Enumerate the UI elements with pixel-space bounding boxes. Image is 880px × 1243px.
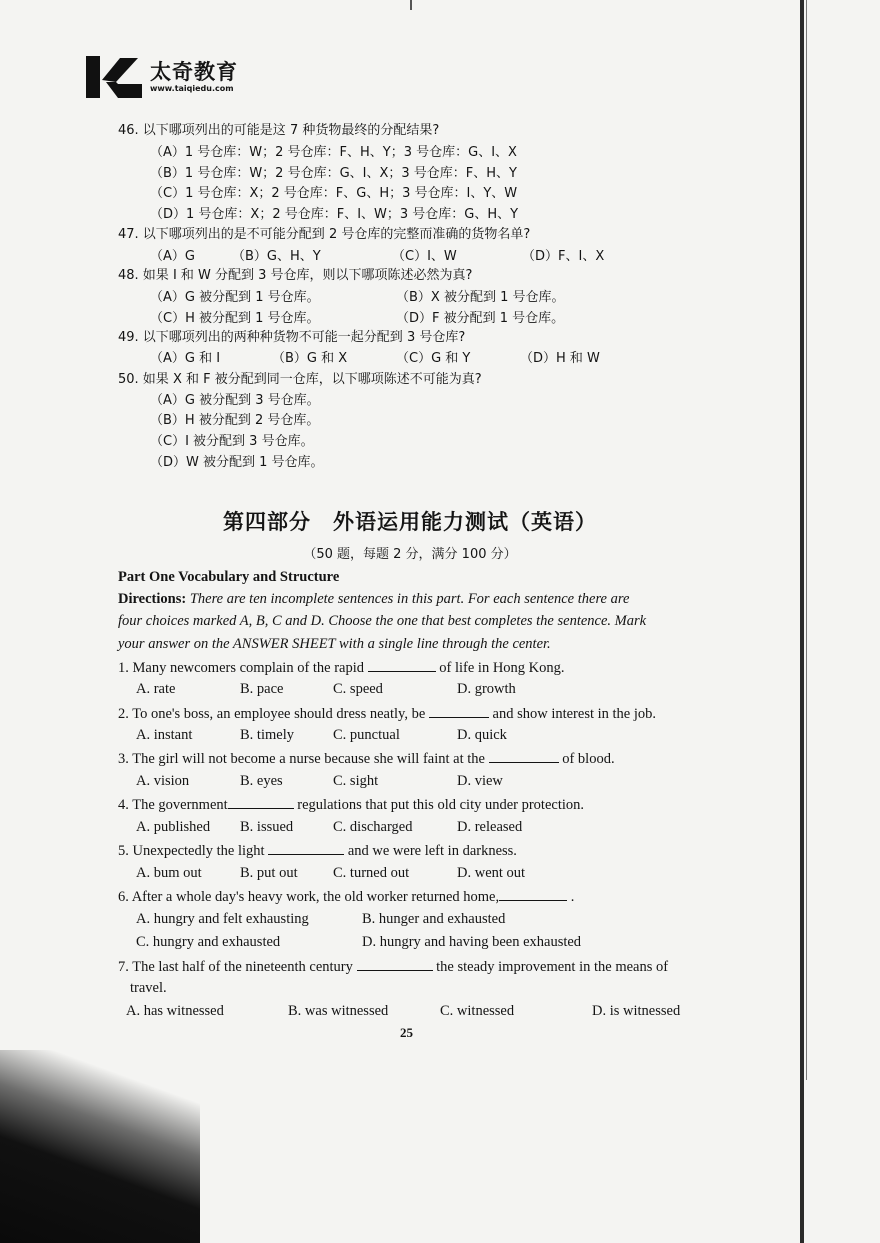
question-49-option-b: （B）G 和 X (272, 351, 348, 366)
en-question-6-option-c: C. hungry and exhausted (136, 934, 281, 950)
en-question-3-option-c: C. sight (333, 773, 379, 789)
en-question-7-pre: 7. The last half of the nineteenth century (118, 959, 353, 975)
en-question-7-post: the steady improvement in the means of (436, 959, 669, 975)
scan-mark (410, 0, 412, 10)
question-47-option-a: （A）G (150, 249, 195, 264)
directions-label: Directions: (118, 591, 187, 607)
en-question-3-stem (118, 750, 615, 767)
logo-url: www.taiqiedu.com (150, 84, 234, 93)
en-question-4-option-c: C. discharged (333, 819, 413, 835)
page-number: 25 (400, 1025, 413, 1040)
answer-blank (489, 750, 559, 763)
en-question-7-option-c: C. witnessed (440, 1003, 515, 1019)
en-question-7-continuation: travel. (130, 980, 167, 996)
en-question-5-post: and we were left in darkness. (347, 843, 517, 859)
question-48-option-a: （A）G 被分配到 1 号仓库。 (150, 290, 320, 305)
en-question-2-post: and show interest in the job. (492, 706, 657, 722)
en-question-7-option-b: B. was witnessed (288, 1003, 389, 1019)
en-question-6-post: . (570, 889, 575, 905)
question-46-option-c: （C）1 号仓库：X；2 号仓库：F、G、H；3 号仓库：I、Y、W (150, 186, 518, 201)
question-46-stem: 46. 以下哪项列出的可能是这 7 种货物最终的分配结果? (118, 123, 440, 138)
answer-blank (499, 888, 567, 901)
en-question-1-pre: 1. Many newcomers complain of the rapid (118, 660, 365, 676)
en-question-1-option-b: B. pace (240, 681, 284, 697)
directions-line-1 (118, 591, 629, 607)
en-question-6-pre: 6. After a whole day's heavy work, the old worker returned home, (118, 889, 500, 905)
question-49-stem: 49. 以下哪项列出的两种种货物不可能一起分配到 3 号仓库? (118, 330, 466, 345)
question-48-stem: 48. 如果 I 和 W 分配到 3 号仓库，则以下哪项陈述必然为真? (118, 268, 473, 283)
answer-blank (357, 958, 433, 971)
en-question-7-stem (118, 958, 668, 975)
question-47-option-c: （C）I、W (392, 249, 457, 264)
en-question-1-option-a: A. rate (136, 681, 176, 697)
question-48-option-d: （D）F 被分配到 1 号仓库。 (396, 311, 565, 326)
directions-text-1: There are ten incomplete sentences in this part. For each sentence there are (189, 591, 630, 607)
en-question-2-pre: 2. To one's boss, an employee should dress neatly, be (118, 706, 426, 722)
question-49-option-a: （A）G 和 I (150, 351, 221, 366)
en-question-5-pre: 5. Unexpectedly the light (118, 843, 265, 859)
part-one-heading: Part One Vocabulary and Structure (118, 569, 340, 585)
directions-line-2: four choices marked A, B, C and D. Choose the one that best completes the sentence. Mark (118, 613, 647, 629)
en-question-4-post: regulations that put this old city under protection. (297, 797, 585, 813)
en-question-4-option-b: B. issued (240, 819, 294, 835)
section-title: 第四部分 外语运用能力测试（英语） (223, 510, 597, 534)
en-question-2-stem (118, 705, 656, 722)
en-question-5-option-c: C. turned out (333, 865, 410, 881)
answer-blank (368, 659, 436, 672)
question-50-stem: 50. 如果 X 和 F 被分配到同一仓库，以下哪项陈述不可能为真? (118, 372, 482, 387)
question-47-option-d: （D）F、I、X (522, 249, 605, 264)
en-question-5-option-d: D. went out (457, 865, 526, 881)
en-question-5-stem (118, 842, 517, 859)
answer-blank (268, 842, 344, 855)
question-49-option-d: （D）H 和 W (520, 351, 600, 366)
en-question-1-option-d: D. growth (457, 681, 516, 697)
en-question-7-option-d: D. is witnessed (592, 1003, 681, 1019)
question-46-option-b: （B）1 号仓库：W；2 号仓库：G、I、X；3 号仓库：F、H、Y (150, 166, 517, 181)
question-48-option-b: （B）X 被分配到 1 号仓库。 (396, 290, 565, 305)
question-49-option-c: （C）G 和 Y (396, 351, 471, 366)
en-question-7-option-a: A. has witnessed (126, 1003, 224, 1019)
en-question-2-option-a: A. instant (136, 727, 193, 743)
en-question-4-pre: 4. The government (118, 797, 228, 813)
question-50-option-a: （A）G 被分配到 3 号仓库。 (150, 393, 320, 408)
en-question-3-pre: 3. The girl will not become a nurse because she will faint at the (118, 751, 485, 767)
en-question-6-option-d: D. hungry and having been exhausted (362, 934, 582, 950)
scan-edge-line (806, 0, 807, 1080)
en-question-6-option-a: A. hungry and felt exhausting (136, 911, 309, 927)
en-question-3-option-d: D. view (457, 773, 503, 789)
question-46-option-d: （D）1 号仓库：X；2 号仓库：F、I、W；3 号仓库：G、H、Y (150, 207, 519, 222)
question-50-option-d: （D）W 被分配到 1 号仓库。 (150, 455, 324, 470)
en-question-4-stem (118, 796, 584, 813)
en-question-5-option-a: A. bum out (136, 865, 202, 881)
question-50-option-b: （B）H 被分配到 2 号仓库。 (150, 413, 320, 428)
question-46-option-a: （A）1 号仓库：W；2 号仓库：F、H、Y；3 号仓库：G、I、X (150, 145, 517, 160)
question-50-option-c: （C）I 被分配到 3 号仓库。 (150, 434, 314, 449)
en-question-3-post: of blood. (562, 751, 615, 767)
scan-edge (800, 0, 804, 1243)
en-question-2-option-d: D. quick (457, 727, 507, 743)
question-47-option-b: （B）G、H、Y (232, 249, 321, 264)
directions-line-3: your answer on the ANSWER SHEET with a single line through the center. (118, 636, 551, 652)
section-subtitle: （50 题，每题 2 分，满分 100 分） (303, 547, 517, 562)
question-48-option-c: （C）H 被分配到 1 号仓库。 (150, 311, 320, 326)
en-question-3-option-a: A. vision (136, 773, 190, 789)
en-question-4-option-a: A. published (136, 819, 211, 835)
en-question-1-option-c: C. speed (333, 681, 383, 697)
en-question-6-option-b: B. hunger and exhausted (362, 911, 506, 927)
en-question-3-option-b: B. eyes (240, 773, 283, 789)
en-question-1-stem (118, 659, 565, 676)
question-47-stem: 47. 以下哪项列出的是不可能分配到 2 号仓库的完整而准确的货物名单? (118, 227, 531, 242)
answer-blank (228, 796, 294, 809)
scan-shadow (0, 1050, 200, 1243)
logo-name: 太奇教育 (150, 60, 238, 84)
en-question-5-option-b: B. put out (240, 865, 298, 881)
logo-mark-icon (86, 56, 142, 98)
en-question-1-post: of life in Hong Kong. (439, 660, 565, 676)
en-question-4-option-d: D. released (457, 819, 523, 835)
en-question-6-stem (118, 888, 574, 905)
en-question-2-option-b: B. timely (240, 727, 294, 743)
answer-blank (429, 705, 489, 718)
en-question-2-option-c: C. punctual (333, 727, 400, 743)
